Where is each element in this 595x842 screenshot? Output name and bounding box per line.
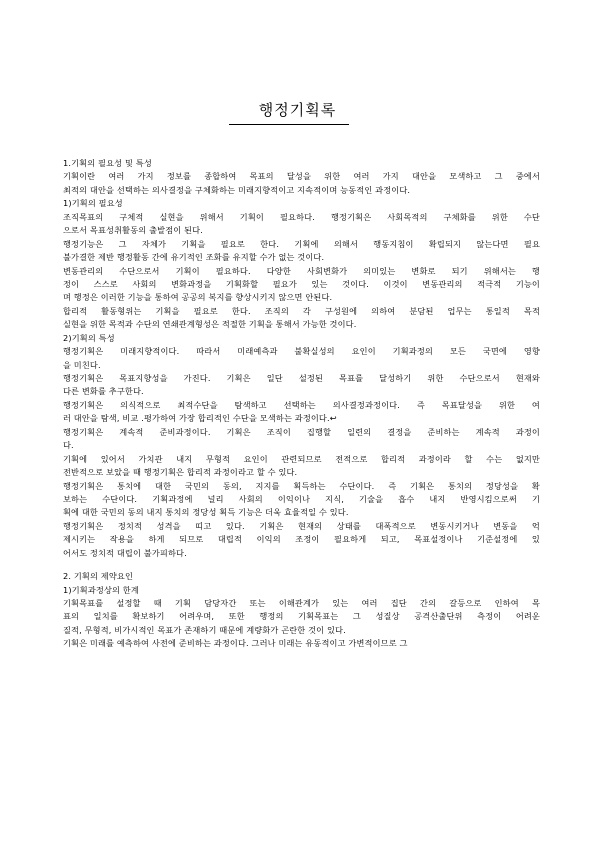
text-line: 1)기획과정상의 한계 — [63, 584, 139, 595]
text-line: 질적, 무형적, 비가시적인 목표가 존재하기 때문에 계량화가 곤란한 것이 있다. — [63, 624, 346, 635]
text-line: 기획목표를 설정할 때 기획 담당자간 또는 이해관계가 있는 여러 집단 간의 갈등으로 인하여 목 — [63, 598, 540, 608]
document-title: 행정기획록 — [258, 101, 337, 119]
text-line: 제시키는 작용을 하게 되므로 대립적 이익의 조정이 필요하게 되고, 목표설정이나 기준설정에 있 — [63, 534, 540, 545]
text-line: 최적의 대안을 선택하는 의사결정을 구체화하는 미래지향적이고 지속적이며 능동적인 과정이다. — [63, 184, 411, 195]
text-line: 1)기획의 필요성 — [63, 198, 123, 209]
text-line: 행정기획은 미래지향적이다. 따라서 미래예측과 불확실성의 요인이 기획과정의 모든 국면에 영향 — [63, 346, 540, 357]
text-line: 어서도 정치적 대립이 불가피하다. — [63, 547, 187, 558]
text-line: 획에 대한 국민의 동의 내지 통치의 정당성 획득 기능은 더욱 효율적일 수 있다. — [63, 507, 349, 518]
text-line: 을 미친다. — [63, 359, 101, 370]
text-line: 행정기획은 통치에 대한 국민의 동의, 지지를 획득하는 수단이다. 즉 기획은 통치의 정당성을 확 — [63, 480, 540, 491]
title-underline — [229, 124, 349, 125]
text-line: 행정기능은 그 자체가 기획을 필요로 한다. 기획에 의해서 행동지침이 확립되지 않는다면 필요 — [63, 238, 540, 249]
document-body — [63, 157, 540, 651]
text-line: 2)기획의 특성 — [63, 332, 115, 343]
text-line: 기획이란 여러 가지 정보를 종합하여 목표의 달성을 위한 여러 가지 대안을 모색하고 그 중에서 — [63, 171, 540, 182]
text-line: 행정기획은 의식적으로 최적수단을 탐색하고 선택하는 의사결정과정이다. 즉 목표달성을 위한 여 — [63, 399, 540, 410]
text-line: 표의 일치를 확보하기 어려우며, 또한 행정의 기획목표는 그 성질상 공격산출단위 측정이 어려운 — [63, 611, 540, 622]
text-line: 전반적으로 보았을 때 행정기획은 합리적 과정이라고 할 수 있다. — [63, 467, 298, 478]
text-line: 며 행정은 이러한 기능을 통하여 공공의 복지를 향상시키지 않으면 안된다. — [63, 292, 333, 303]
text-line: 기획에 있어서 가치관 내지 무형적 요인이 관련되므로 전적으로 합리적 과정이라 할 수는 없지만 — [63, 453, 540, 464]
text-line: 으로서 목표성취활동의 출발점이 된다. — [63, 225, 203, 236]
text-line: 행정기획은 계속적 준비과정이다. 기획은 조직이 집행할 일련의 결정을 준비하는 계속적 과정이 — [63, 426, 540, 437]
text-line: 정이 스스로 사회의 변화과정을 기획화할 필요가 있는 것이다. 이것이 변동관리의 적극적 기능이 — [63, 278, 540, 289]
text-line: 합리적 활동형위는 기획을 필요로 한다. 조직의 각 구성원에 의하여 분담된 업무는 통일적 목적 — [63, 305, 540, 316]
text-line: 변동관리의 수단으로서 기획이 필요하다. 다양한 사회변화가 의미있는 변화로 되기 위해서는 행 — [63, 265, 540, 276]
text-line: 2. 기획의 제약요인 — [63, 571, 134, 582]
section-gap — [63, 560, 540, 570]
text-line: 불가결한 제반 행정활동 간에 유기적인 조화를 유지할 수가 없는 것이다. — [63, 252, 325, 263]
text-line: 행정기획은 목표지향성을 가진다. 기획은 일단 설정된 목표를 달성하기 위한 수단으로서 현재와 — [63, 373, 540, 383]
text-line: 조직목표의 구체적 실현을 위해서 기획이 필요하다. 행정기획은 사회목적의 구체화를 위한 수단 — [63, 211, 540, 222]
text-line: 다. — [63, 440, 74, 451]
text-line: 행정기획은 정치적 성격을 띠고 있다. 기획은 현재의 상태를 대폭적으로 변동시키거나 변동을 억 — [63, 520, 540, 531]
text-line: 실현을 위한 목적과 수단의 연쇄관계형성은 적절한 기획을 통해서 가능한 것이다. — [63, 319, 357, 330]
text-line: 1.기획의 필요성 및 특성 — [63, 158, 152, 168]
text-line: 러 대안을 탐색, 비교 .평가하여 가장 합리적인 수단을 모색하는 과정이다.↩ — [63, 413, 337, 424]
text-line: 보하는 수단이다. 기획과정에 널리 사회의 이익이나 지식, 기술을 흡수 내지 반영시킴으로써 기 — [63, 493, 540, 504]
text-line: 다른 변화를 추구한다. — [63, 386, 144, 397]
text-line: 기획은 미래를 예측하여 사전에 준비하는 과정이다. 그러나 미래는 유동적이고 가변적이므로 그 — [63, 638, 408, 649]
